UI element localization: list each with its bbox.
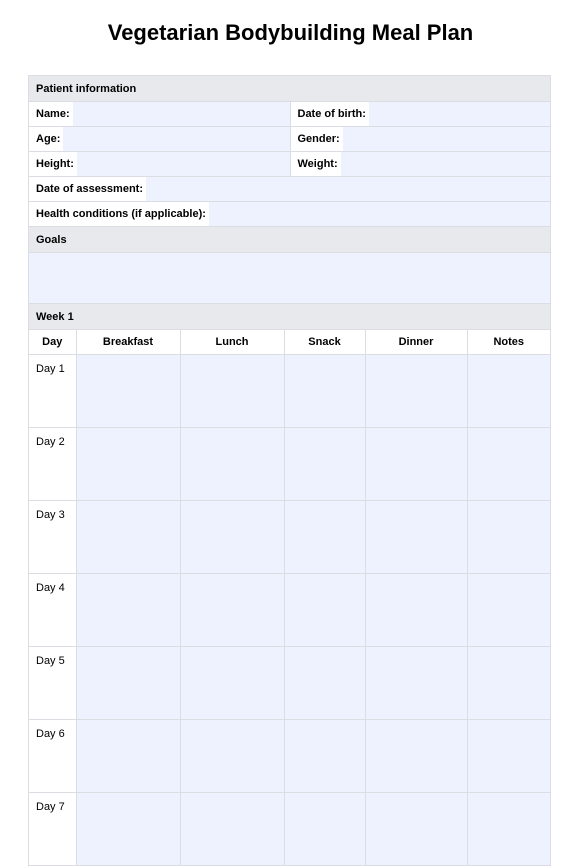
day-label: Day 7 (29, 793, 76, 866)
age-field[interactable] (29, 127, 290, 151)
table-row (29, 647, 550, 720)
height-input[interactable] (77, 152, 290, 176)
notes-cell[interactable] (467, 501, 550, 574)
lunch-cell[interactable] (180, 355, 284, 428)
meal-plan-form (28, 75, 551, 866)
table-header-row (29, 330, 550, 355)
day-label: Day 1 (29, 355, 76, 428)
table-row (29, 501, 550, 574)
assessment-row (29, 177, 550, 202)
notes-cell[interactable] (467, 793, 550, 866)
week-header: Week 1 (29, 304, 550, 330)
lunch-cell[interactable] (180, 428, 284, 501)
table-row (29, 428, 550, 501)
col-header-snack: Snack (284, 330, 365, 355)
snack-cell[interactable] (284, 355, 365, 428)
dinner-cell[interactable] (365, 501, 467, 574)
snack-cell[interactable] (284, 428, 365, 501)
age-label: Age: (29, 127, 63, 151)
day-label: Day 5 (29, 647, 76, 720)
assessment-field[interactable] (29, 177, 550, 201)
notes-cell[interactable] (467, 647, 550, 720)
day-label: Day 4 (29, 574, 76, 647)
health-row (29, 202, 550, 227)
day-label: Day 3 (29, 501, 76, 574)
name-dob-row (29, 102, 550, 127)
table-row (29, 720, 550, 793)
height-field[interactable] (29, 152, 290, 176)
breakfast-cell[interactable] (76, 428, 180, 501)
height-label: Height: (29, 152, 77, 176)
goals-header: Goals (29, 227, 550, 253)
height-weight-row (29, 152, 550, 177)
dinner-cell[interactable] (365, 647, 467, 720)
dinner-cell[interactable] (365, 574, 467, 647)
assessment-label: Date of assessment: (29, 177, 146, 201)
name-input[interactable] (73, 102, 290, 126)
breakfast-cell[interactable] (76, 355, 180, 428)
col-header-day: Day (29, 330, 76, 355)
name-label: Name: (29, 102, 73, 126)
dob-label: Date of birth: (291, 102, 369, 126)
table-row (29, 355, 550, 428)
gender-field[interactable] (290, 127, 551, 151)
gender-label: Gender: (291, 127, 343, 151)
col-header-notes: Notes (467, 330, 550, 355)
notes-cell[interactable] (467, 355, 550, 428)
notes-cell[interactable] (467, 574, 550, 647)
notes-cell[interactable] (467, 428, 550, 501)
weight-label: Weight: (291, 152, 341, 176)
lunch-cell[interactable] (180, 647, 284, 720)
snack-cell[interactable] (284, 647, 365, 720)
meal-plan-table (29, 330, 550, 865)
lunch-cell[interactable] (180, 793, 284, 866)
notes-cell[interactable] (467, 720, 550, 793)
assessment-input[interactable] (146, 177, 550, 201)
snack-cell[interactable] (284, 574, 365, 647)
lunch-cell[interactable] (180, 574, 284, 647)
dinner-cell[interactable] (365, 793, 467, 866)
lunch-cell[interactable] (180, 720, 284, 793)
col-header-lunch: Lunch (180, 330, 284, 355)
col-header-dinner: Dinner (365, 330, 467, 355)
snack-cell[interactable] (284, 793, 365, 866)
snack-cell[interactable] (284, 720, 365, 793)
patient-info-header: Patient information (29, 76, 550, 102)
breakfast-cell[interactable] (76, 720, 180, 793)
age-input[interactable] (63, 127, 289, 151)
weight-input[interactable] (341, 152, 550, 176)
age-gender-row (29, 127, 550, 152)
table-row (29, 793, 550, 866)
dob-input[interactable] (369, 102, 550, 126)
dinner-cell[interactable] (365, 428, 467, 501)
breakfast-cell[interactable] (76, 647, 180, 720)
gender-input[interactable] (343, 127, 550, 151)
breakfast-cell[interactable] (76, 793, 180, 866)
dinner-cell[interactable] (365, 355, 467, 428)
goals-input[interactable] (29, 253, 550, 304)
day-label: Day 2 (29, 428, 76, 501)
health-field[interactable] (29, 202, 550, 226)
col-header-breakfast: Breakfast (76, 330, 180, 355)
breakfast-cell[interactable] (76, 501, 180, 574)
lunch-cell[interactable] (180, 501, 284, 574)
name-field[interactable] (29, 102, 290, 126)
table-row (29, 574, 550, 647)
health-label: Health conditions (if applicable): (29, 202, 209, 226)
health-input[interactable] (209, 202, 550, 226)
day-label: Day 6 (29, 720, 76, 793)
snack-cell[interactable] (284, 501, 365, 574)
weight-field[interactable] (290, 152, 551, 176)
dinner-cell[interactable] (365, 720, 467, 793)
page-title: Vegetarian Bodybuilding Meal Plan (107, 20, 474, 45)
breakfast-cell[interactable] (76, 574, 180, 647)
dob-field[interactable] (290, 102, 551, 126)
